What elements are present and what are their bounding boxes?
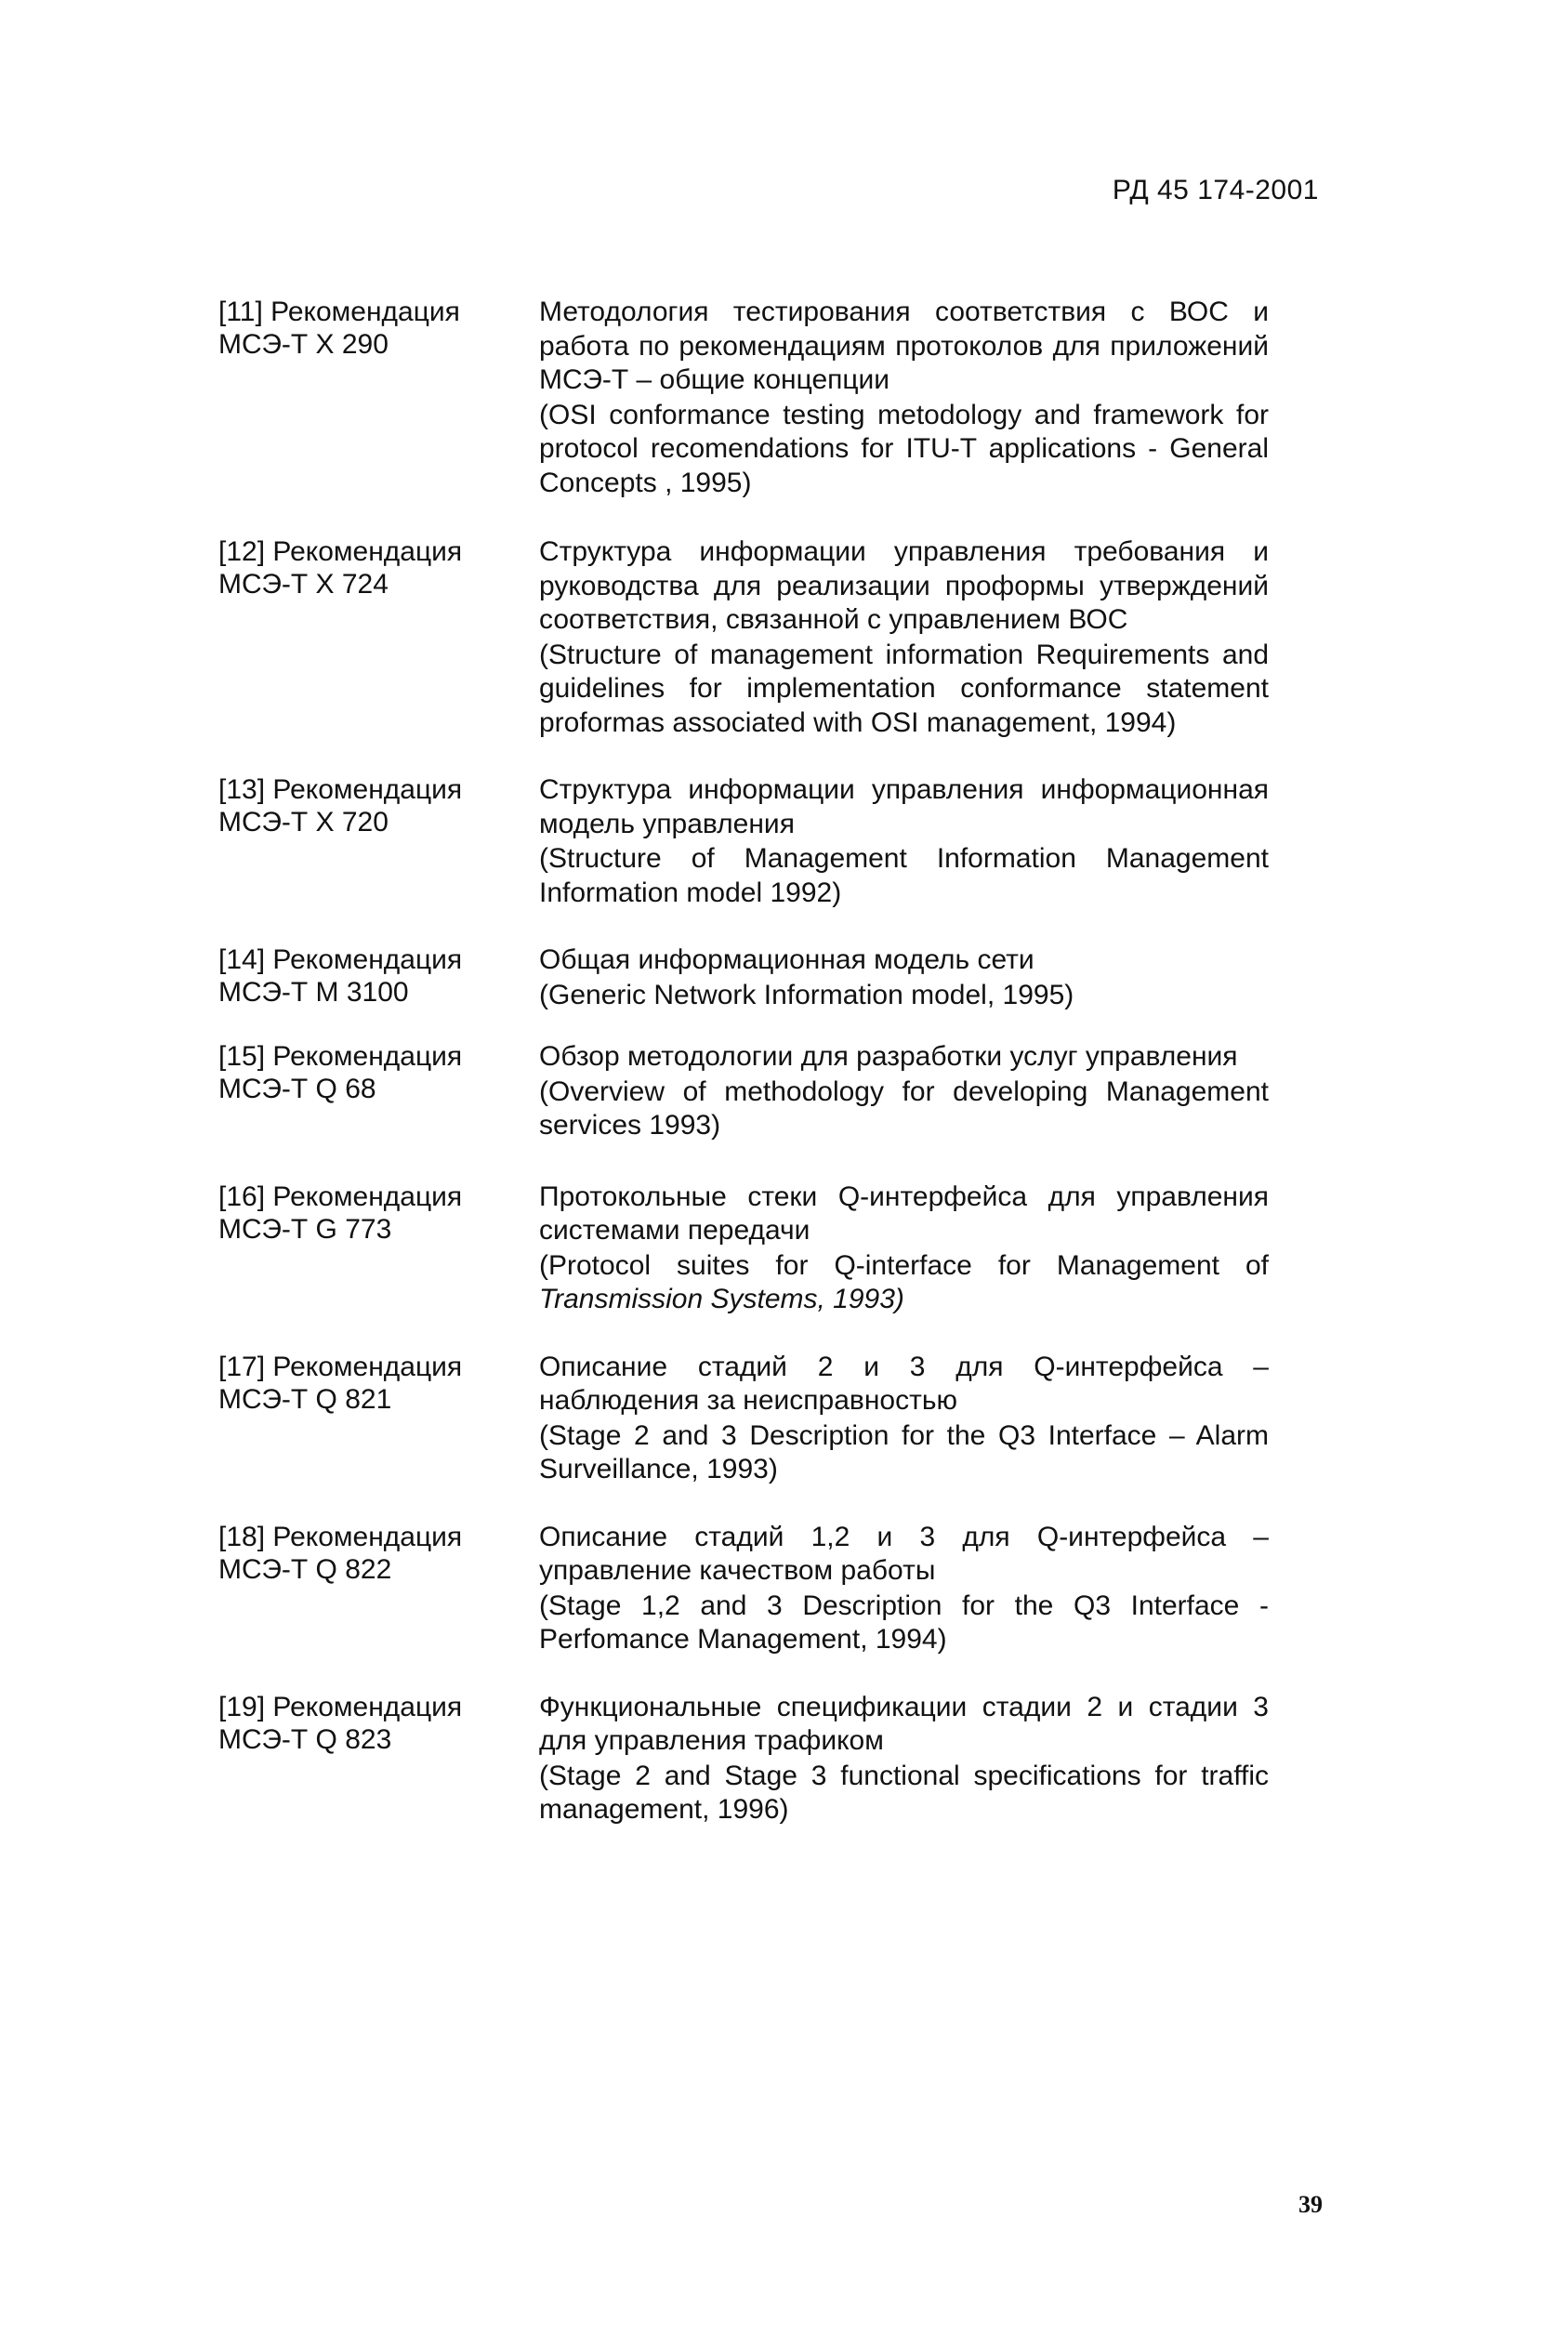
reference-title-en-italic: Transmission Systems, 1993) bbox=[539, 1284, 904, 1314]
reference-title-ru: Методология тестирования соответствия с ВОС и работа по рекомендациям протоколов для приложений МСЭ-Т – общие концепции bbox=[539, 297, 1269, 395]
reference-standard: МСЭ-Т G 773 bbox=[218, 1213, 392, 1245]
reference-title-ru: Структура информации управления требования и руководства для реализации проформы утверждений соответствия, связанной с управлением ВОС bbox=[539, 536, 1269, 635]
reference-designation bbox=[218, 535, 539, 600]
reference-title-en: (Stage 2 and Stage 3 functional specifications for traffic management, 1996) bbox=[539, 1760, 1269, 1825]
reference-title-en: (Stage 2 and 3 Description for the Q3 Interface – Alarm Surveillance, 1993) bbox=[539, 1419, 1269, 1484]
reference-designation bbox=[218, 296, 539, 361]
reference-title-en: (Structure of management information Requirements and guidelines for implementation conformance statement proformas associated with OSI management, 1994) bbox=[539, 639, 1269, 738]
reference-standard: МСЭ-Т Q 823 bbox=[218, 1723, 392, 1755]
reference-title-en bbox=[539, 1249, 1269, 1317]
reference-title-ru: Обзор методологии для разработки услуг управления bbox=[539, 1041, 1238, 1072]
reference-title bbox=[539, 535, 1269, 740]
reference-title-ru: Функциональные спецификации стадии 2 и стадии 3 для управления трафиком bbox=[539, 1691, 1269, 1756]
reference-title-ru: Описание стадий 2 и 3 для Q-интерфейса – наблюдения за неисправностью bbox=[539, 1351, 1269, 1416]
reference-standard: МСЭ-Т М 3100 bbox=[218, 977, 409, 1008]
reference-item bbox=[218, 296, 1287, 500]
reference-label: [19] Рекомендация bbox=[218, 1691, 463, 1722]
reference-title-en: (Structure of Management Information Management Information model 1992) bbox=[539, 843, 1269, 908]
document-code: РД 45 174-2001 bbox=[1112, 175, 1319, 205]
reference-item bbox=[218, 1351, 1287, 1487]
reference-item bbox=[218, 1181, 1287, 1317]
reference-title-en: (Stage 1,2 and 3 Description for the Q3 Interface - Perfomance Management, 1994) bbox=[539, 1590, 1269, 1655]
reference-label: [18] Рекомендация bbox=[218, 1521, 463, 1552]
reference-standard: МСЭ-Т Q 68 bbox=[218, 1074, 376, 1104]
reference-title bbox=[539, 296, 1269, 500]
reference-list bbox=[218, 296, 1287, 1827]
reference-designation bbox=[218, 1351, 539, 1416]
reference-label: [13] Рекомендация bbox=[218, 774, 463, 805]
reference-designation bbox=[218, 1691, 539, 1756]
reference-label: [16] Рекомендация bbox=[218, 1181, 463, 1212]
reference-item bbox=[218, 943, 1287, 1012]
page-number: 39 bbox=[1298, 2191, 1323, 2218]
reference-item bbox=[218, 1691, 1287, 1827]
reference-title-ru: Описание стадий 1,2 и 3 для Q-интерфейса – управление качеством работы bbox=[539, 1521, 1269, 1586]
reference-standard: МСЭ-Т Q 821 bbox=[218, 1383, 392, 1415]
reference-title bbox=[539, 1691, 1269, 1827]
reference-label: [15] Рекомендация bbox=[218, 1041, 463, 1072]
reference-designation bbox=[218, 1181, 539, 1246]
reference-standard: МСЭ-Т Х 290 bbox=[218, 329, 389, 360]
reference-title-en-plain: (Protocol suites for Q-interface for Management of bbox=[539, 1249, 1269, 1281]
reference-title-ru: Протокольные стеки Q-интерфейса для управления системами передачи bbox=[539, 1181, 1269, 1246]
reference-standard: МСЭ-Т Х 720 bbox=[218, 807, 389, 838]
reference-label: [17] Рекомендация bbox=[218, 1351, 463, 1382]
reference-title-en: (Generic Network Information model, 1995) bbox=[539, 979, 1074, 1010]
reference-designation bbox=[218, 773, 539, 838]
reference-standard: МСЭ-Т Q 822 bbox=[218, 1553, 392, 1585]
reference-standard: МСЭ-Т Х 724 bbox=[218, 569, 389, 600]
reference-title bbox=[539, 1351, 1269, 1487]
reference-title bbox=[539, 1521, 1269, 1657]
reference-item bbox=[218, 535, 1287, 740]
reference-item bbox=[218, 1040, 1287, 1143]
reference-designation bbox=[218, 1521, 539, 1586]
reference-item bbox=[218, 1521, 1287, 1657]
reference-title-ru: Структура информации управления информационная модель управления bbox=[539, 774, 1269, 839]
reference-title bbox=[539, 943, 1269, 1012]
reference-label: [11] Рекомендация bbox=[218, 297, 460, 327]
reference-title bbox=[539, 773, 1269, 910]
reference-item bbox=[218, 773, 1287, 910]
reference-title bbox=[539, 1040, 1269, 1143]
reference-designation bbox=[218, 1040, 539, 1105]
reference-title-ru: Общая информационная модель сети bbox=[539, 944, 1034, 975]
reference-title bbox=[539, 1181, 1269, 1317]
reference-label: [14] Рекомендация bbox=[218, 944, 463, 975]
reference-title-en: (Overview of methodology for developing Management services 1993) bbox=[539, 1075, 1269, 1141]
reference-title-en: (OSI conformance testing metodology and framework for protocol recomendations for ITU-T applications - General Concepts , 1995) bbox=[539, 399, 1269, 498]
reference-designation bbox=[218, 943, 539, 1009]
reference-label: [12] Рекомендация bbox=[218, 536, 463, 567]
